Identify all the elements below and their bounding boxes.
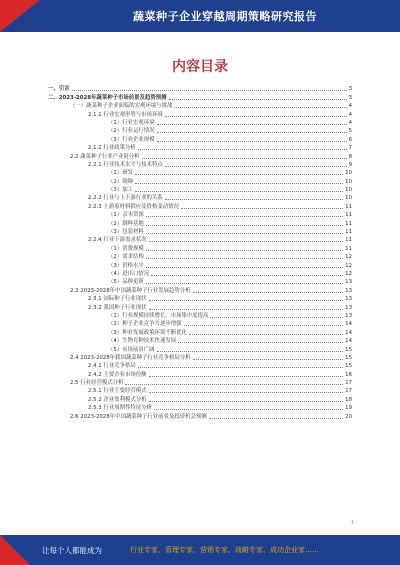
report-footer (0, 535, 400, 565)
toc-entry-label: （2）需求结构 (108, 254, 144, 261)
toc-entry[interactable] (48, 345, 352, 353)
toc-entry-page: 10 (345, 170, 352, 177)
toc-entry-page: 15 (345, 354, 352, 361)
toc-entry-page: 19 (345, 405, 352, 412)
toc-entry-page: 11 (345, 237, 352, 244)
toc-leader-dots (157, 141, 347, 142)
toc-entry[interactable] (48, 85, 352, 93)
toc-entry-label: 2.1.2 行业政策分析 (88, 145, 136, 152)
toc-entry-label: 二、2023-2028年蔬菜种子市场前景及趋势预测 (48, 94, 167, 101)
toc-entry-label: （4）进出口情况 (108, 270, 150, 277)
toc-entry[interactable] (48, 194, 352, 202)
toc-entry[interactable] (48, 404, 352, 412)
toc-entry-label: （2）制种 (108, 178, 133, 185)
toc-leader-dots (135, 191, 343, 192)
toc-entry-label: 2.4.1 行业竞争格局 (88, 363, 136, 370)
toc-entry-page: 18 (345, 396, 352, 403)
toc-entry-label: 2.2.3 上游原材料供应及价格变动情况 (88, 203, 179, 210)
toc-entry[interactable] (48, 337, 352, 345)
toc-heading: 内容目录 (172, 59, 228, 75)
toc-entry-page: 10 (345, 195, 352, 202)
toc-entry-page: 10 (345, 187, 352, 194)
toc-entry[interactable] (48, 278, 352, 286)
toc-entry-page: 17 (345, 380, 352, 387)
toc-entry-label: （1）研发 (108, 170, 133, 177)
toc-entry-page: 13 (345, 304, 352, 311)
toc-entry-page: 4 (348, 103, 352, 110)
toc-leader-dots (157, 351, 344, 352)
toc-leader-dots (165, 199, 343, 200)
page-number: 1 (350, 520, 354, 526)
toc-entry-page: 13 (345, 296, 352, 303)
toc-entry[interactable] (48, 362, 352, 370)
toc-leader-dots (146, 283, 343, 284)
toc-leader-dots (178, 342, 343, 343)
toc-entry[interactable] (48, 161, 352, 169)
toc-entry-page: 7 (348, 145, 352, 152)
toc-entry-label: 2.1.1 行业宏观形势与市场环境 (88, 111, 163, 118)
toc-entry-page: 11 (345, 229, 352, 236)
report-title: 蔬菜种子企业穿越周期策略研究报告 (133, 10, 317, 23)
toc-entry-label: （3）种业发展政策环境不断优化 (108, 329, 187, 336)
toc-entry[interactable] (48, 303, 352, 311)
toc-entry[interactable] (48, 354, 352, 362)
toc-entry[interactable] (48, 253, 352, 261)
toc-leader-dots (138, 149, 347, 150)
toc-entry-label: 2.2.1 行业技术水平与技术特点 (88, 161, 163, 168)
toc-entry[interactable] (48, 177, 352, 185)
toc-entry[interactable] (48, 135, 352, 143)
toc-entry-page: 4 (348, 111, 352, 118)
toc-entry-label: （3）加工 (108, 187, 133, 194)
toc-entry[interactable] (48, 286, 352, 294)
toc-leader-dots (149, 401, 344, 402)
toc-entry[interactable] (48, 119, 352, 127)
toc-entry-label: （1）亲本资源 (108, 212, 144, 219)
toc-entry-label: （3）包装材料 (108, 229, 144, 236)
toc-entry[interactable] (48, 211, 352, 219)
toc-leader-dots (165, 116, 347, 117)
toc-entry-page: 13 (345, 287, 352, 294)
toc-entry[interactable] (48, 152, 352, 160)
toc-entry-label: （3）价格水平 (108, 262, 144, 269)
toc-entry-label: 2.3.2 我国种子行业现状 (88, 304, 147, 311)
footer-slogan: 让每个人都能成为 (42, 546, 102, 555)
toc-entry[interactable] (48, 270, 352, 278)
toc-entry-page: 12 (345, 262, 352, 269)
toc-entry[interactable] (48, 186, 352, 194)
toc-entry-page: 15 (345, 363, 352, 370)
toc-entry[interactable] (48, 412, 352, 420)
toc-entry-label: （2）种子企业竞争力逐步增强 (108, 321, 182, 328)
footer-tagline: 行业专家、管理专家、营销专家、战略专家、成功企业家…… (130, 546, 319, 554)
toc-leader-dots (174, 107, 346, 108)
toc-entry-label: （2）制种基地 (108, 220, 144, 227)
toc-leader-dots (210, 317, 343, 318)
toc-entry-page: 11 (345, 212, 352, 219)
toc-entry-page: 17 (345, 388, 352, 395)
header-red-accent (0, 0, 40, 32)
toc-entry[interactable] (48, 236, 352, 244)
toc-entry[interactable] (48, 370, 352, 378)
toc-leader-dots (138, 367, 343, 368)
toc-entry[interactable] (48, 228, 352, 236)
toc-entry-page: 3 (348, 94, 352, 101)
toc-entry-page: 15 (345, 346, 352, 353)
toc-entry-page: 8 (348, 153, 352, 160)
toc-entry[interactable] (48, 169, 352, 177)
toc-leader-dots (169, 99, 347, 100)
toc-entry[interactable] (48, 93, 352, 101)
toc-leader-dots (146, 216, 343, 217)
toc-entry-label: 2.2.2 行业与上下游行业的关系 (88, 195, 163, 202)
toc-entry-label: 2.2 蔬菜种子行业产业链分析 (70, 153, 140, 160)
toc-leader-dots (146, 267, 343, 268)
toc-leader-dots (149, 300, 344, 301)
toc-entry-label: 一、引言 (48, 86, 70, 93)
toc-entry-label: （4）生物育种技术快速发展 (108, 338, 177, 345)
toc-entry-label: 2.5.3 行业周期性特征分析 (88, 405, 152, 412)
toc-leader-dots (72, 90, 347, 91)
toc-entry-page: 3 (348, 86, 352, 93)
toc-entry-label: （5）品种更新 (108, 279, 144, 286)
toc-entry-page: 11 (345, 220, 352, 227)
toc-entry[interactable] (48, 328, 352, 336)
toc-entry-page: 13 (345, 279, 352, 286)
toc-entry-label: 2.6 2023-2028年中国蔬菜种子行业前景及投资机会预测 (70, 413, 207, 420)
toc-entry-label: 2.5 行业经营模式分析 (70, 380, 124, 387)
toc-entry-label: （2）行业运行情况 (108, 128, 155, 135)
toc-leader-dots (165, 166, 347, 167)
toc-entry-label: 2.5.2 企业盈利模式分析 (88, 396, 147, 403)
toc-leader-dots (181, 208, 343, 209)
toc-leader-dots (149, 376, 344, 377)
toc-entry-label: （5）市场前景广阔 (108, 346, 155, 353)
toc-leader-dots (149, 309, 344, 310)
toc-leader-dots (146, 250, 343, 251)
toc-leader-dots (125, 384, 343, 385)
toc-entry-label: （1）消费规模 (108, 245, 144, 252)
toc-entry-page: 10 (345, 178, 352, 185)
toc-entry-page: 14 (345, 321, 352, 328)
toc-entry[interactable] (48, 127, 352, 135)
toc-entry-label: 2.5.1 行业主要经营模式 (88, 388, 147, 395)
toc-leader-dots (157, 132, 347, 133)
toc-entry[interactable] (48, 387, 352, 395)
toc-leader-dots (146, 258, 343, 259)
toc-entry[interactable] (48, 261, 352, 269)
toc-entry-page: 12 (345, 254, 352, 261)
toc-entry-label: 2.4.2 主要企业市场份额 (88, 371, 147, 378)
toc-entry-page: 5 (348, 128, 352, 135)
toc-entry[interactable] (48, 202, 352, 210)
toc-entry-label: （1）行业宏观环境 (108, 119, 155, 126)
toc-entry[interactable] (48, 219, 352, 227)
toc-entry[interactable] (48, 295, 352, 303)
toc-entry-page: 12 (345, 270, 352, 277)
toc-entry-label: （1）行业规模持续增长，市场集中度提高 (108, 312, 209, 319)
toc-entry-label: 2.2.4 行业下游需求状况 (88, 237, 147, 244)
toc-leader-dots (142, 158, 347, 159)
toc-entry-page: 11 (345, 245, 352, 252)
toc-leader-dots (193, 292, 344, 293)
toc-leader-dots (184, 325, 344, 326)
toc-entry-page: 11 (345, 203, 352, 210)
toc-entry[interactable] (48, 244, 352, 252)
toc-entry-label: （一）蔬菜种子企业面临的宏观环境与挑战 (70, 103, 173, 110)
footer-red-accent (0, 535, 30, 565)
report-header (0, 0, 400, 32)
toc-leader-dots (146, 225, 343, 226)
toc-leader-dots (146, 233, 343, 234)
toc-entry-page: 14 (345, 338, 352, 345)
toc-entry[interactable] (48, 110, 352, 118)
toc-entry[interactable] (48, 312, 352, 320)
toc-leader-dots (209, 418, 343, 419)
toc-leader-dots (193, 359, 344, 360)
toc-leader-dots (149, 241, 344, 242)
toc-entry-page: 9 (348, 161, 352, 168)
toc-leader-dots (135, 174, 343, 175)
toc-entry-page: 16 (345, 371, 352, 378)
toc-entry-page: 20 (345, 413, 352, 420)
toc-leader-dots (135, 183, 343, 184)
toc-leader-dots (154, 409, 343, 410)
toc-leader-dots (157, 124, 347, 125)
toc-entry-page: 13 (345, 312, 352, 319)
toc-entry[interactable] (48, 144, 352, 152)
toc-entry[interactable] (48, 379, 352, 387)
toc-leader-dots (151, 275, 343, 276)
toc-leader-dots (149, 392, 344, 393)
toc-entry[interactable] (48, 102, 352, 110)
table-of-contents (48, 85, 352, 421)
toc-entry-page: 6 (348, 136, 352, 143)
toc-entry-label: 2.4 2023-2028年我国蔬菜种子行业竞争格局分析 (70, 354, 191, 361)
toc-entry[interactable] (48, 320, 352, 328)
toc-leader-dots (189, 334, 343, 335)
toc-entry-label: 2.3 2023-2028年中国蔬菜种子行业发展趋势分析 (70, 287, 191, 294)
toc-entry-page: 4 (348, 119, 352, 126)
toc-entry-page: 14 (345, 329, 352, 336)
toc-entry-label: 2.3.1 国际种子行业现状 (88, 296, 147, 303)
toc-entry-label: （3）行业企业规模 (108, 136, 155, 143)
toc-entry[interactable] (48, 395, 352, 403)
